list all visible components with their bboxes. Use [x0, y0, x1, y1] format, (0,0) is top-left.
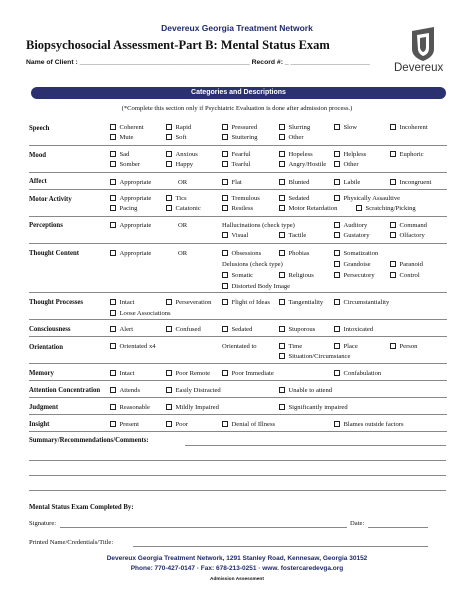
checkbox[interactable]: [334, 272, 340, 278]
checkbox[interactable]: [222, 195, 228, 201]
checkbox[interactable]: [279, 232, 285, 238]
checkbox[interactable]: [279, 134, 285, 140]
checkbox-item[interactable]: Grandoise: [334, 260, 371, 269]
row-label: Speech: [29, 125, 50, 132]
checkbox-item[interactable]: Denial of Illness: [222, 420, 275, 429]
checkbox-item[interactable]: Appropriate: [110, 178, 151, 187]
thought-processes-row: [29, 295, 447, 320]
checkbox[interactable]: [110, 310, 116, 316]
checkbox[interactable]: [166, 151, 172, 157]
checkbox[interactable]: [222, 151, 228, 157]
printed-name-line[interactable]: [133, 546, 428, 547]
checkbox-item[interactable]: Gustatory: [334, 231, 370, 240]
row-label: Orientation: [29, 344, 63, 351]
checkbox[interactable]: [222, 421, 228, 427]
checkbox-item[interactable]: Sad: [110, 150, 129, 159]
devereux-logo-icon: [410, 27, 436, 61]
printed-name-label: Printed Name/Credentials/Title:: [29, 539, 114, 546]
row-label: Insight: [29, 421, 50, 428]
checkbox-item[interactable]: Angry/Hostile: [279, 160, 326, 169]
checkbox[interactable]: [110, 195, 116, 201]
checkbox-item[interactable]: Flight of Ideas: [222, 298, 270, 307]
checkbox[interactable]: [222, 283, 228, 289]
checkbox[interactable]: [110, 299, 116, 305]
speech-row: [29, 121, 447, 146]
checkbox[interactable]: [390, 261, 396, 267]
checkbox-item[interactable]: Confused: [166, 325, 201, 334]
logo-wordmark: Devereux: [394, 62, 444, 74]
memory-row: [29, 366, 447, 381]
summary-line[interactable]: [29, 475, 446, 476]
consciousness-row: [29, 322, 447, 337]
checkbox[interactable]: [279, 343, 285, 349]
checkbox-item[interactable]: Command: [390, 221, 427, 230]
thought-content-row: [29, 246, 447, 293]
checkbox-item[interactable]: Persecutory: [334, 271, 375, 280]
checkbox-item[interactable]: Place: [334, 342, 358, 351]
checkbox-item[interactable]: Paranoid: [390, 260, 423, 269]
checkbox-item[interactable]: Somatic: [222, 271, 253, 280]
checkbox-item[interactable]: Obsessions: [222, 249, 261, 258]
checkbox-item[interactable]: Incoherent: [390, 123, 428, 132]
checkbox-item[interactable]: Coherent: [110, 123, 144, 132]
checkbox[interactable]: [279, 124, 285, 130]
summary-label: Summary/Recommendations/Comments:: [29, 437, 149, 444]
checkbox-item[interactable]: Poor Remote: [166, 369, 210, 378]
checkbox-item[interactable]: Tactile: [279, 231, 306, 240]
checkbox[interactable]: [110, 151, 116, 157]
checkbox[interactable]: [222, 134, 228, 140]
row-label: Judgment: [29, 404, 59, 411]
signature-line[interactable]: [60, 527, 347, 528]
checkbox-item[interactable]: Appropriate: [110, 249, 151, 258]
checkbox-item[interactable]: Religious: [279, 271, 314, 280]
footer-contact: Phone: 770-427-0147 · Fax: 678-213-0251 · www. fostercaredevga.org: [130, 565, 344, 572]
checkbox[interactable]: [222, 250, 228, 256]
checkbox[interactable]: [110, 205, 116, 211]
checkbox-item[interactable]: Significantly impaired: [279, 403, 348, 412]
checkbox[interactable]: [334, 161, 340, 167]
attention-concentration-row: [29, 383, 447, 398]
checkbox[interactable]: [334, 195, 340, 201]
checkbox-item[interactable]: Tangentiality: [279, 298, 323, 307]
checkbox[interactable]: [279, 326, 285, 332]
row-label: Thought Content: [29, 250, 80, 257]
checkbox-item[interactable]: Auditory: [334, 221, 367, 230]
checkbox-item[interactable]: Blames outside factors: [334, 420, 404, 429]
checkbox[interactable]: [110, 124, 116, 130]
checkbox-item[interactable]: Other: [334, 160, 359, 169]
checkbox-item[interactable]: Soft: [166, 133, 187, 142]
checkbox-item[interactable]: Confabulation: [334, 369, 381, 378]
checkbox-item[interactable]: Blunted: [279, 178, 309, 187]
checkbox[interactable]: [166, 404, 172, 410]
checkbox-item[interactable]: Situation/Circumstance: [279, 352, 350, 361]
checkbox[interactable]: [334, 151, 340, 157]
checkbox[interactable]: [110, 326, 116, 332]
row-label: Memory: [29, 370, 54, 377]
hallucinations-label: Hallucinations (check type): [222, 222, 295, 229]
or-text: OR: [178, 179, 188, 186]
checkbox[interactable]: [110, 387, 116, 393]
checkbox[interactable]: [222, 370, 228, 376]
checkbox-item[interactable]: Attends: [110, 386, 140, 395]
checkbox-item[interactable]: Somber: [110, 160, 140, 169]
checkbox-item[interactable]: Slow: [334, 123, 357, 132]
checkbox[interactable]: [166, 195, 172, 201]
checkbox-item[interactable]: Tremulous: [222, 194, 260, 203]
checkbox[interactable]: [334, 124, 340, 130]
footer-address: Devereux Georgia Treatment Network, 1291 Stanley Road, Kennesaw, Georgia 30152: [106, 555, 368, 562]
checkbox-item[interactable]: Tearful: [222, 160, 250, 169]
signature-label: Signature:: [29, 520, 57, 527]
checkbox[interactable]: [222, 272, 228, 278]
checkbox-item[interactable]: Intact: [110, 298, 135, 307]
checkbox-item[interactable]: Happy: [166, 160, 193, 169]
orientation-row: [29, 339, 447, 364]
mood-row: [29, 148, 447, 173]
checkbox-item[interactable]: Catatonic: [166, 204, 201, 213]
orientated-to-label: Orientated to: [222, 343, 257, 350]
judgment-row: [29, 400, 447, 415]
or-text: OR: [178, 250, 188, 257]
row-label: Affect: [29, 178, 47, 185]
checkbox[interactable]: [166, 124, 172, 130]
checkbox[interactable]: [390, 124, 396, 130]
checkbox-item[interactable]: Stuporous: [279, 325, 315, 334]
checkbox-item[interactable]: Somatization: [334, 249, 378, 258]
checkbox[interactable]: [334, 299, 340, 305]
checkbox[interactable]: [110, 370, 116, 376]
completion-note: (*Complete this section only if Psychiatric Evaluation is done after admission process.): [121, 105, 353, 112]
checkbox-item[interactable]: Intact: [110, 369, 135, 378]
date-line[interactable]: [368, 527, 428, 528]
checkbox[interactable]: [222, 232, 228, 238]
checkbox-item[interactable]: Sedated: [222, 325, 252, 334]
checkbox[interactable]: [110, 179, 116, 185]
checkbox[interactable]: [110, 161, 116, 167]
checkbox[interactable]: [279, 272, 285, 278]
checkbox-item[interactable]: Stuttering: [222, 133, 258, 142]
affect-row: [29, 175, 447, 190]
checkbox[interactable]: [334, 179, 340, 185]
checkbox[interactable]: [222, 205, 228, 211]
motor-activity-row: [29, 192, 447, 217]
checkbox-item[interactable]: Circumstantiality: [334, 298, 389, 307]
checkbox[interactable]: [222, 179, 228, 185]
checkbox-item[interactable]: Appropriate: [110, 221, 151, 230]
checkbox-item[interactable]: Scratching/Picking: [356, 204, 416, 213]
insight-row: [29, 417, 447, 432]
checkbox[interactable]: [166, 161, 172, 167]
checkbox[interactable]: [110, 343, 116, 349]
checkbox-item[interactable]: Motor Retardation: [279, 204, 337, 213]
checkbox-item[interactable]: Pacing: [110, 204, 137, 213]
checkbox-item[interactable]: Incongruent: [390, 178, 431, 187]
checkbox[interactable]: [166, 421, 172, 427]
checkbox-item[interactable]: Slurring: [279, 123, 310, 132]
checkbox-item[interactable]: Labile: [334, 178, 360, 187]
form-title: Biopsychosocial Assessment-Part B: Mental Status Exam: [26, 38, 330, 52]
checkbox[interactable]: [356, 205, 362, 211]
checkbox[interactable]: [334, 232, 340, 238]
checkbox[interactable]: [279, 250, 285, 256]
checkbox-item[interactable]: Other: [279, 133, 304, 142]
checkbox-item[interactable]: Restless: [222, 204, 253, 213]
checkbox[interactable]: [222, 124, 228, 130]
summary-line[interactable]: [29, 490, 446, 491]
checkbox-item[interactable]: Poor: [166, 420, 188, 429]
checkbox[interactable]: [166, 370, 172, 376]
checkbox[interactable]: [110, 134, 116, 140]
checkbox-item[interactable]: Perseveration: [166, 298, 211, 307]
checkbox-item[interactable]: Euphoric: [390, 150, 424, 159]
checkbox[interactable]: [279, 205, 285, 211]
summary-line[interactable]: [185, 445, 446, 446]
checkbox[interactable]: [390, 272, 396, 278]
checkbox-item[interactable]: Control: [390, 271, 420, 280]
summary-line[interactable]: [29, 460, 446, 461]
date-label: Date:: [350, 520, 365, 527]
checkbox[interactable]: [279, 179, 285, 185]
checkbox[interactable]: [110, 404, 116, 410]
checkbox[interactable]: [166, 134, 172, 140]
checkbox-item[interactable]: Orientated x4: [110, 342, 156, 351]
checkbox[interactable]: [390, 232, 396, 238]
checkbox-item[interactable]: Unable to attend: [279, 386, 332, 395]
checkbox-item[interactable]: Mildly Impaired: [166, 403, 219, 412]
checkbox-item[interactable]: Mute: [110, 133, 133, 142]
checkbox[interactable]: [166, 299, 172, 305]
checkbox[interactable]: [334, 421, 340, 427]
checkbox[interactable]: [166, 387, 172, 393]
checkbox[interactable]: [334, 370, 340, 376]
checkbox[interactable]: [166, 205, 172, 211]
checkbox-item[interactable]: Appropriate: [110, 194, 151, 203]
checkbox-item[interactable]: Loose Associations: [110, 309, 171, 318]
checkbox-item[interactable]: Phobias: [279, 249, 309, 258]
checkbox-item[interactable]: Time: [279, 342, 302, 351]
checkbox-item[interactable]: Rapid: [166, 123, 191, 132]
checkbox[interactable]: [110, 222, 116, 228]
checkbox-item[interactable]: Tics: [166, 194, 187, 203]
checkbox-item[interactable]: Physically Assaultive: [334, 194, 400, 203]
checkbox-item[interactable]: Olfactory: [390, 231, 425, 240]
checkbox-item[interactable]: Distorted Body Image: [222, 282, 290, 291]
checkbox-item[interactable]: Present: [110, 420, 139, 429]
checkbox-item[interactable]: Helpless: [334, 150, 366, 159]
checkbox-item[interactable]: Sedated: [279, 194, 309, 203]
checkbox[interactable]: [334, 261, 340, 267]
checkbox[interactable]: [334, 326, 340, 332]
checkbox-item[interactable]: Anxious: [166, 150, 198, 159]
row-label: Consciousness: [29, 326, 71, 333]
checkbox[interactable]: [279, 353, 285, 359]
checkbox[interactable]: [110, 421, 116, 427]
categories-banner: Categories and Descriptions: [31, 87, 446, 99]
checkbox[interactable]: [390, 179, 396, 185]
checkbox[interactable]: [222, 299, 228, 305]
checkbox-item[interactable]: Poor Immediate: [222, 369, 274, 378]
checkbox[interactable]: [390, 222, 396, 228]
checkbox[interactable]: [110, 250, 116, 256]
checkbox[interactable]: [279, 299, 285, 305]
perceptions-row: [29, 219, 447, 244]
checkbox[interactable]: [166, 326, 172, 332]
checkbox-item[interactable]: Reasonable: [110, 403, 150, 412]
checkbox[interactable]: [279, 387, 285, 393]
checkbox-item[interactable]: Hopeless: [279, 150, 313, 159]
row-label: Thought Processes: [29, 299, 84, 306]
row-label: Motor Activity: [29, 196, 72, 203]
checkbox-item[interactable]: Alert: [110, 325, 133, 334]
checkbox[interactable]: [334, 343, 340, 349]
checkbox[interactable]: [334, 222, 340, 228]
checkbox-item[interactable]: Person: [390, 342, 417, 351]
checkbox-item[interactable]: Easily Distracted: [166, 386, 221, 395]
checkbox-item[interactable]: Fearful: [222, 150, 251, 159]
checkbox[interactable]: [279, 151, 285, 157]
completed-by-label: Mental Status Exam Completed By:: [29, 504, 134, 511]
checkbox[interactable]: [390, 151, 396, 157]
client-record-line[interactable]: Name of Client : _____________________________________________ Record #: _ _____________________: [26, 59, 370, 66]
footer-form-name: Admission Assessment: [210, 577, 264, 582]
checkbox[interactable]: [334, 250, 340, 256]
row-label: Perceptions: [29, 222, 63, 229]
checkbox[interactable]: [390, 343, 396, 349]
row-label: Mood: [29, 152, 46, 159]
checkbox-item[interactable]: Flat: [222, 178, 242, 187]
checkbox-item[interactable]: Pressured: [222, 123, 257, 132]
organization-name: Devereux Georgia Treatment Network: [161, 23, 313, 33]
checkbox-item[interactable]: Visual: [222, 231, 248, 240]
delusions-label: Delusions (check type): [222, 261, 283, 268]
row-label: Attention Concentration: [29, 387, 101, 394]
checkbox[interactable]: [279, 404, 285, 410]
or-text: OR: [178, 222, 188, 229]
checkbox[interactable]: [279, 195, 285, 201]
checkbox[interactable]: [279, 161, 285, 167]
checkbox[interactable]: [222, 326, 228, 332]
checkbox[interactable]: [222, 161, 228, 167]
checkbox-item[interactable]: Intoxicated: [334, 325, 373, 334]
